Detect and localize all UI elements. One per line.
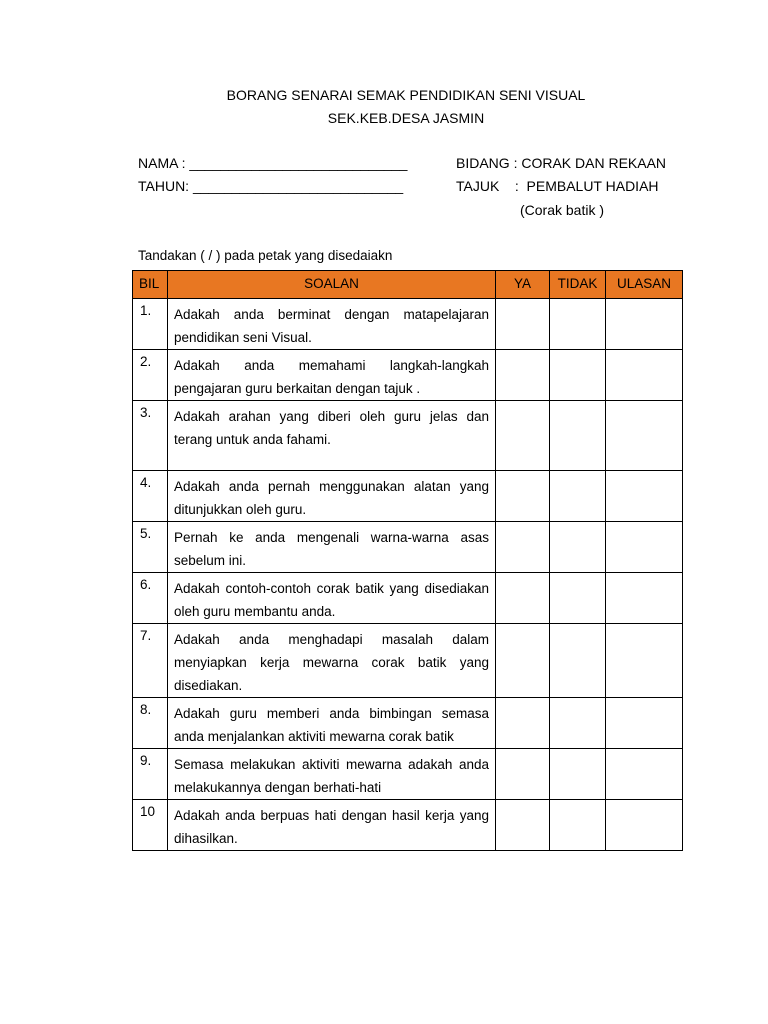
tajuk-note: (Corak batik ) [520,202,605,218]
tidak-checkbox-cell[interactable] [550,350,606,401]
row-number: 7. [133,624,168,698]
row-number: 5. [133,522,168,573]
row-number: 1. [133,299,168,350]
row-number: 8. [133,698,168,749]
ulasan-cell[interactable] [606,471,683,522]
school-name: SEK.KEB.DESA JASMIN [327,110,485,126]
tidak-checkbox-cell[interactable] [550,522,606,573]
table-row [133,624,683,698]
header-ulasan: ULASAN [606,271,683,299]
row-number: 3. [133,401,168,471]
table-row [133,749,683,800]
ulasan-cell[interactable] [606,749,683,800]
row-question: Adakah anda memahami langkah-langkah pengajaran guru berkaitan dengan tajuk . [168,350,496,401]
checklist-table [132,270,683,851]
row-number: 6. [133,573,168,624]
ulasan-cell[interactable] [606,624,683,698]
ulasan-cell[interactable] [606,522,683,573]
row-number: 10 [133,800,168,851]
ya-checkbox-cell[interactable] [496,471,550,522]
tidak-checkbox-cell[interactable] [550,800,606,851]
tahun-field: TAHUN: ___________________________ [138,178,404,194]
row-question: Adakah anda berminat dengan matapelajaran pendidikan seni Visual. [168,299,496,350]
ya-checkbox-cell[interactable] [496,299,550,350]
header-bil: BIL [133,271,168,299]
ulasan-cell[interactable] [606,800,683,851]
row-number: 4. [133,471,168,522]
table-header-row [133,271,683,299]
tidak-checkbox-cell[interactable] [550,749,606,800]
table-row [133,522,683,573]
tajuk-field: TAJUK : PEMBALUT HADIAH [456,178,659,194]
row-question: Adakah contoh-contoh corak batik yang disediakan oleh guru membantu anda. [168,573,496,624]
bidang-field: BIDANG : CORAK DAN REKAAN [456,155,667,171]
row-question: Semasa melakukan aktiviti mewarna adakah anda melakukannya dengan berhati-hati [168,749,496,800]
ya-checkbox-cell[interactable] [496,800,550,851]
ulasan-cell[interactable] [606,698,683,749]
table-row [133,573,683,624]
ulasan-cell[interactable] [606,350,683,401]
tidak-checkbox-cell[interactable] [550,299,606,350]
ya-checkbox-cell[interactable] [496,624,550,698]
table-row [133,299,683,350]
row-question: Adakah anda berpuas hati dengan hasil kerja yang dihasilkan. [168,800,496,851]
table-row [133,800,683,851]
tidak-checkbox-cell[interactable] [550,624,606,698]
header-tidak: TIDAK [550,271,606,299]
tidak-checkbox-cell[interactable] [550,698,606,749]
ya-checkbox-cell[interactable] [496,698,550,749]
row-question: Adakah anda menghadapi masalah dalam menyiapkan kerja mewarna corak batik yang disediakan. [168,624,496,698]
ulasan-cell[interactable] [606,401,683,471]
ulasan-cell[interactable] [606,299,683,350]
instruction-text: Tandakan ( / ) pada petak yang disedaiakn [138,248,393,263]
row-number: 9. [133,749,168,800]
table-row [133,350,683,401]
table-row [133,698,683,749]
tidak-checkbox-cell[interactable] [550,401,606,471]
ya-checkbox-cell[interactable] [496,401,550,471]
table-row [133,471,683,522]
ya-checkbox-cell[interactable] [496,749,550,800]
row-question: Adakah guru memberi anda bimbingan semasa anda menjalankan aktiviti mewarna corak batik [168,698,496,749]
form-title: BORANG SENARAI SEMAK PENDIDIKAN SENI VISUAL [226,87,586,103]
ulasan-cell[interactable] [606,573,683,624]
tidak-checkbox-cell[interactable] [550,471,606,522]
row-number: 2. [133,350,168,401]
header-ya: YA [496,271,550,299]
row-question: Pernah ke anda mengenali warna-warna asas sebelum ini. [168,522,496,573]
table-row [133,401,683,471]
ya-checkbox-cell[interactable] [496,522,550,573]
tidak-checkbox-cell[interactable] [550,573,606,624]
ya-checkbox-cell[interactable] [496,350,550,401]
row-question: Adakah arahan yang diberi oleh guru jelas dan terang untuk anda fahami. [168,401,496,471]
header-soalan: SOALAN [168,271,496,299]
row-question: Adakah anda pernah menggunakan alatan yang ditunjukkan oleh guru. [168,471,496,522]
nama-field: NAMA : ____________________________ [138,155,408,171]
ya-checkbox-cell[interactable] [496,573,550,624]
